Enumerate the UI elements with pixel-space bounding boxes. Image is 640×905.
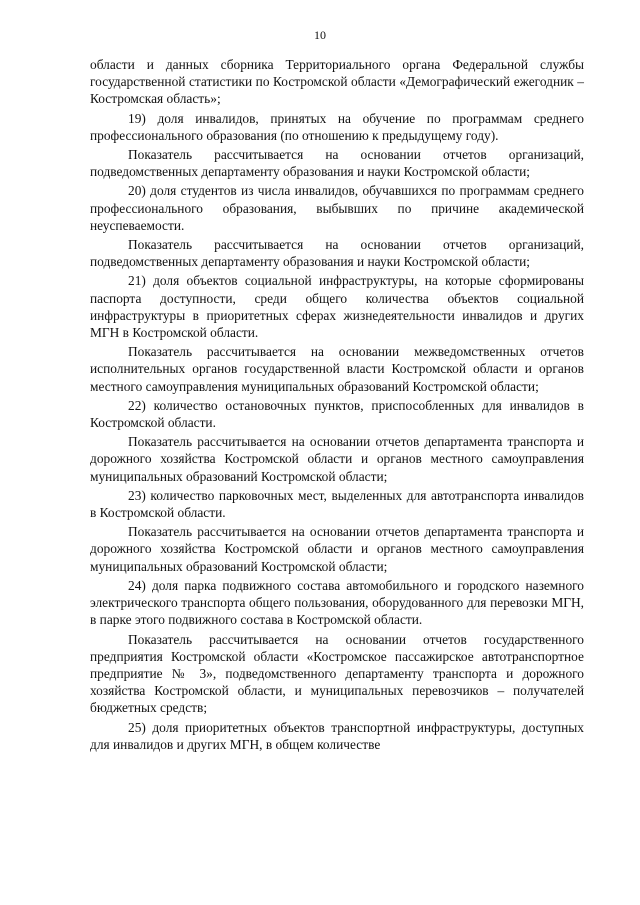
paragraph: 24) доля парка подвижного состава автомобильного и городского наземного электрического транспорта общего пользования, оборудованного для перевозки МГН, в парке этого подвижного состава в Костромской области.: [90, 577, 584, 628]
paragraph: 21) доля объектов социальной инфраструктуры, на которые сформированы паспорта доступности, среди общего количества объектов социальной инфраструктуры в приоритетных сферах жизнедеятельности инвалидов и других МГН в Костромской области.: [90, 273, 584, 341]
paragraph: 19) доля инвалидов, принятых на обучение по программам среднего профессионального образования (по отношению к предыдущему году).: [90, 110, 584, 143]
paragraph: области и данных сборника Территориального органа Федеральной службы государственной статистики по Костромской области «Демографический ежегодник – Костромская область»;: [90, 57, 584, 107]
paragraph: 20) доля студентов из числа инвалидов, обучавшихся по программам среднего профессионального образования, выбывших по причине академической неуспеваемости.: [90, 183, 584, 233]
paragraph: Показатель рассчитывается на основании отчетов организаций, подведомственных департаменту образования и науки Костромской области;: [90, 237, 584, 270]
paragraph: Показатель рассчитывается на основании отчетов организаций, подведомственных департаменту образования и науки Костромской области;: [90, 147, 584, 180]
paragraph: Показатель рассчитывается на основании отчетов государственного предприятия Костромской области «Костромское пассажирское автотранспортное предприятие № 3», подведомственного департаменту транспорта и дорожного хозяйства Костромской области, и муниципальных перевозчиков – получателей бюджетных средств;: [90, 631, 584, 716]
paragraph: Показатель рассчитывается на основании отчетов департамента транспорта и дорожного хозяйства Костромской области и органов местного самоуправления муниципальных образований Костромской области;: [90, 524, 584, 574]
document-body: [90, 56, 584, 753]
paragraph: 23) количество парковочных мест, выделенных для автотранспорта инвалидов в Костромской области.: [90, 487, 584, 521]
paragraph: 25) доля приоритетных объектов транспортной инфраструктуры, доступных для инвалидов и других МГН, в общем количестве: [90, 719, 584, 752]
paragraph: 22) количество остановочных пунктов, приспособленных для инвалидов в Костромской области.: [90, 397, 584, 431]
page-number: 10: [314, 28, 326, 42]
paragraph: Показатель рассчитывается на основании межведомственных отчетов исполнительных органов государственной власти Костромской области и органов местного самоуправления муниципальных образований Костромской области;: [90, 344, 584, 394]
paragraph: Показатель рассчитывается на основании отчетов департамента транспорта и дорожного хозяйства Костромской области и органов местного самоуправления муниципальных образований Костромской области;: [90, 434, 584, 484]
